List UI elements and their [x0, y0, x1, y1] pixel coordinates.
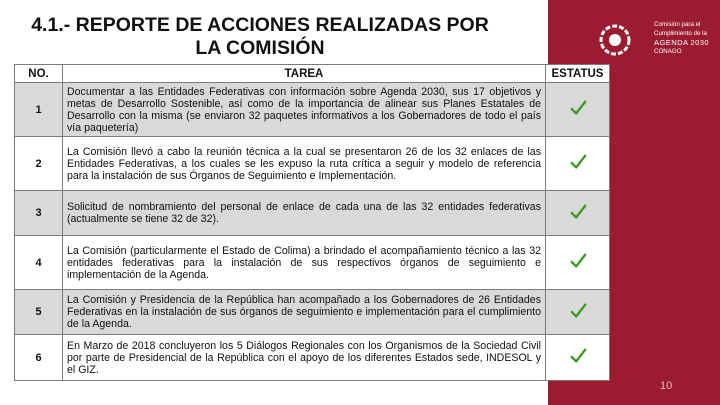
row-task: Solicitud de nombramiento del personal de enlace de cada una de las 32 entidades federativas (actualmente se tiene 32 de 32). [63, 191, 546, 236]
page-number: 10 [660, 380, 673, 392]
table-header-row [15, 65, 610, 83]
header-no: NO. [15, 65, 63, 83]
row-status [546, 137, 610, 191]
header-estatus: ESTATUS [546, 65, 610, 83]
logo-line-1: Comisión para el [654, 21, 701, 28]
row-number: 6 [15, 335, 63, 381]
check-icon [569, 252, 587, 270]
row-task: La Comisión (particularmente el Estado de Colima) a brindado el acompañamiento técnico a las 32 entidades federativas para la instalación de sus respectivos órganos de seguimiento e implementación de la Agenda. [63, 236, 546, 290]
table-row [15, 335, 610, 381]
row-status [546, 335, 610, 381]
row-status [546, 236, 610, 290]
slide-title [0, 14, 520, 60]
row-number: 5 [15, 290, 63, 335]
agenda-2030-logo [598, 20, 708, 60]
check-icon [569, 99, 587, 117]
check-icon [569, 153, 587, 171]
check-icon [569, 203, 587, 221]
logo-line-2: Cumplimiento de la [654, 30, 707, 37]
title-line-1: 4.1.- REPORTE DE ACCIONES REALIZADAS POR [31, 14, 489, 36]
table-row [15, 236, 610, 290]
logo-text [654, 20, 716, 56]
logo-line-3: AGENDA 2030 [654, 38, 710, 47]
row-status [546, 290, 610, 335]
row-task: En Marzo de 2018 concluyeron los 5 Diálogos Regionales con los Organismos de la Sociedad Civil por parte de Presidencial de la República con el apoyo de los diferentes Estados sede, INDESOL y el GIZ. [63, 335, 546, 381]
table-row [15, 290, 610, 335]
row-task: Documentar a las Entidades Federativas con información sobre Agenda 2030, sus 17 objetivos y metas de Desarrollo Sostenible, así como de la importancia de alinear sus Planes Estatales de Desarrollo con la misma (se enviaron 32 paquetes informativos a los Gobernadores de todo el país vía paquetería) [63, 83, 546, 137]
actions-table [14, 64, 610, 381]
table-row [15, 83, 610, 137]
title-line-2: LA COMISIÓN [195, 37, 325, 59]
agenda-logo-icon [598, 23, 632, 57]
check-icon [569, 302, 587, 320]
row-number: 4 [15, 236, 63, 290]
logo-line-4: CONAGO [654, 48, 682, 55]
row-number: 2 [15, 137, 63, 191]
row-number: 3 [15, 191, 63, 236]
header-tarea: TAREA [63, 65, 546, 83]
row-task: La Comisión y Presidencia de la República han acompañado a los Gobernadores de 26 Entidades Federativas en la instalación de sus órganos de seguimiento e implementación para el cumplimiento de la Agenda. [63, 290, 546, 335]
row-status [546, 191, 610, 236]
table-row [15, 191, 610, 236]
row-status [546, 83, 610, 137]
table-row [15, 137, 610, 191]
check-icon [569, 347, 587, 365]
row-number: 1 [15, 83, 63, 137]
row-task: La Comisión llevó a cabo la reunión técnica a la cual se presentaron 26 de los 32 enlaces de las Entidades Federativas, a los cuales se les expuso la ruta crítica a seguir y modelo de referencia para la instalación de sus Órganos de Seguimiento e Implementación. [63, 137, 546, 191]
